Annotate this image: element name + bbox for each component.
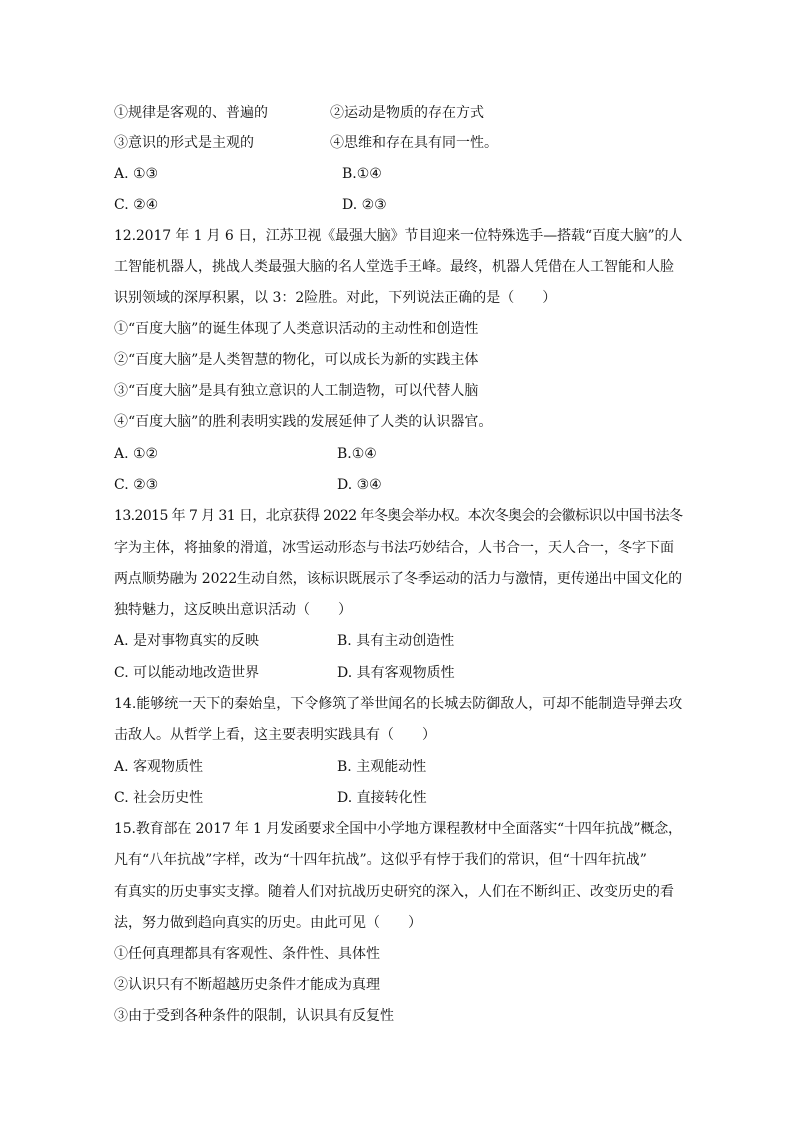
q15-stem-line-4: 法，努力做到趋向真实的历史。由此可见（ ） — [114, 915, 422, 931]
q14-option-c: C. 社会历史性 — [114, 790, 204, 806]
q12-stem-line-3: 识别领域的深厚积累，以 3：2险胜。对此，下列说法正确的是（ ） — [114, 290, 557, 306]
q13-option-d: D. 具有客观物质性 — [337, 665, 455, 681]
q11-option-d: D. ②③ — [342, 197, 387, 213]
q12-stem-line-2: 工智能机器人，挑战人类最强大脑的名人堂选手王峰。最终，机器人凭借在人工智能和人脸 — [114, 259, 674, 275]
q11-option-c: C. ②④ — [114, 197, 159, 213]
q12-option-c: C. ②③ — [114, 477, 159, 493]
q13-stem-line-1: 13.2015 年 7 月 31 日，北京获得 2022 年冬奥会举办权。本次冬奥会的会徽标识以中国书法冬 — [114, 508, 683, 524]
q15-stem-line-1: 15.教育部在 2017 年 1 月发函要求全国中小学地方课程教材中全面落实“十四年抗战”概念， — [114, 821, 682, 837]
q11-statement-2: ②运动是物质的存在方式 — [330, 105, 484, 121]
q13-option-b: B. 具有主动创造性 — [337, 633, 455, 649]
q12-option-b: B.①④ — [337, 446, 377, 462]
q14-stem-line-1: 14.能够统一天下的秦始皇，下令修筑了举世闻名的长城去防御敌人，可却不能制造导弹去攻 — [114, 696, 683, 712]
q11-statement-4: ④思维和存在具有同一性。 — [330, 135, 498, 151]
q14-option-d: D. 直接转化性 — [337, 790, 427, 806]
q15-stem-line-3: 有真实的历史事实支撑。随着人们对抗战历史研究的深入，人们在不断纠正、改变历史的看 — [114, 884, 674, 900]
q12-option-d: D. ③④ — [337, 477, 382, 493]
q11-option-a: A. ①③ — [114, 166, 159, 182]
q14-option-b: B. 主观能动性 — [337, 759, 427, 775]
q11-statement-1: ①规律是客观的、普遍的 — [114, 105, 268, 121]
q13-stem-line-2: 字为主体，将抽象的滑道，冰雪运动形态与书法巧妙结合，人书合一，天人合一，冬字下面 — [114, 540, 674, 556]
q13-stem-line-3: 两点顺势融为 2022生动自然，该标识既展示了冬季运动的活力与激情，更传递出中国文化的 — [114, 571, 683, 587]
q14-option-a: A. 客观物质性 — [114, 759, 204, 775]
q12-statement-4: ④“百度大脑”的胜利表明实践的发展延伸了人类的认识器官。 — [114, 414, 493, 430]
q13-option-a: A. 是对事物真实的反映 — [114, 633, 260, 649]
q11-option-b: B.①④ — [342, 166, 382, 182]
q12-statement-1: ①“百度大脑”的诞生体现了人类意识活动的主动性和创造性 — [114, 321, 479, 337]
q13-stem-line-4: 独特魅力，这反映出意识活动（ ） — [114, 602, 352, 618]
q15-stem-line-2: 凡有“八年抗战”字样，改为“十四年抗战”。这似乎有悖于我们的常识，但“十四年抗战” — [114, 852, 647, 868]
q11-statement-3: ③意识的形式是主观的 — [114, 135, 254, 151]
q15-statement-1: ①任何真理都具有客观性、条件性、具体性 — [114, 946, 380, 962]
q14-stem-line-2: 击敌人。从哲学上看，这主要表明实践具有（ ） — [114, 727, 436, 743]
q15-statement-3: ③由于受到各种条件的限制，认识具有反复性 — [114, 1008, 394, 1024]
q12-statement-2: ②“百度大脑”是人类智慧的物化，可以成长为新的实践主体 — [114, 352, 479, 368]
q12-stem-line-1: 12.2017 年 1 月 6 日，江苏卫视《最强大脑》节目迎来一位特殊选手—搭载“百度大脑”的人 — [114, 228, 683, 244]
q15-statement-2: ②认识只有不断超越历史条件才能成为真理 — [114, 977, 380, 993]
q12-statement-3: ③“百度大脑”是具有独立意识的人工制造物，可以代替人脑 — [114, 383, 479, 399]
q12-option-a: A. ①② — [114, 446, 159, 462]
q13-option-c: C. 可以能动地改造世界 — [114, 665, 260, 681]
